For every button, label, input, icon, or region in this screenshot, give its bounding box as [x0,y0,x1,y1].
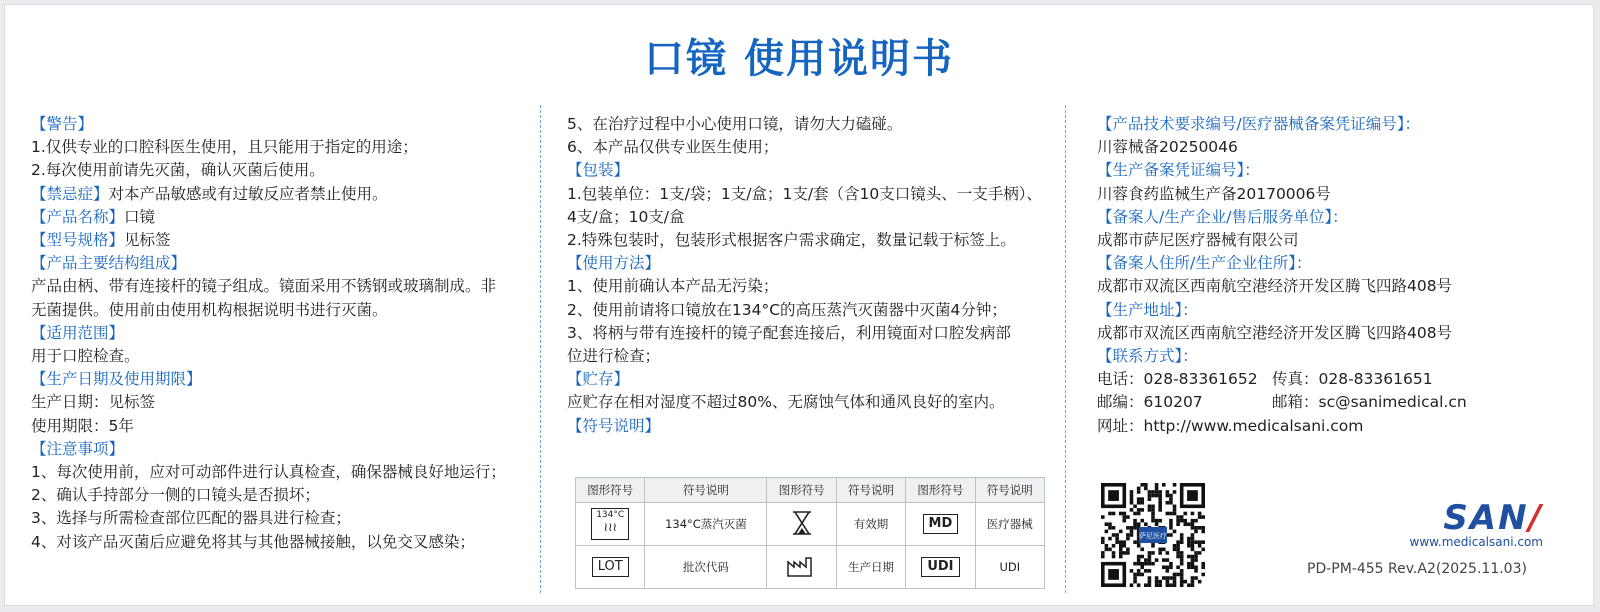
section-heading: 【贮存】 [567,370,630,389]
logo-text: SAN/ [1443,498,1543,538]
section-heading: 【型号规格】 [31,231,125,250]
page-title: 口镜 使用说明书 [644,36,954,82]
section-heading: 【生产备案凭证编号】： [1097,161,1260,180]
text-line: 6、本产品仅供专业医生使用； [567,138,779,157]
text-line: 川蓉食药监械生产备20170006号 [1097,184,1331,203]
text-line: 使用期限：5年 [31,416,134,435]
logo-url: www.medicalsani.com [1409,535,1543,549]
text-line: 成都市萨尼医疗器械有限公司 [1097,231,1299,250]
section-heading: 【适用范围】 [31,323,125,342]
symbol-cell [767,503,836,546]
hourglass-expiry-icon [790,525,814,539]
text-line: 1.包装单位：1支/袋；1支/盒；1支/套（含10支口镜头、一支手柄）、 [567,184,1043,203]
instruction-sheet [4,4,1594,606]
steam-sterilization-134c-icon: 134°C ≀≀≀ [591,508,629,540]
symbol-label: 134°C [596,510,625,520]
lot-box-icon: LOT [592,557,629,577]
text-line: 4支/盒；10支/盒 [567,207,685,226]
text-line: 用于口腔检查。 [31,347,140,366]
section-heading: 【禁忌症】 [31,184,109,203]
symbol-description: 134°C蒸汽灭菌 [645,503,767,546]
text-line [31,206,541,229]
section-heading: 【产品技术要求编号/医疗器械备案凭证编号】： [1097,115,1420,133]
section-heading: 【产品名称】 [31,207,125,226]
qr-caption: 萨尼医疗 [1139,532,1167,540]
manufacturer-info [1097,113,1577,368]
column-divider [1065,105,1066,593]
md-box-icon: MD [923,514,959,534]
text-line: 无菌提供。使用前由使用机构根据说明书进行灭菌。 [31,300,388,319]
section-value: 对本产品敏感或有过敏反应者禁止使用。 [108,184,388,203]
section-heading: 【备案人住所/生产企业住所】： [1097,254,1312,273]
text-line: 川蓉械备20250046 [1097,138,1238,157]
section-heading: 【使用方法】 [567,254,661,273]
symbol-table-heading: 图形符号 [906,478,975,503]
column-divider [540,105,541,593]
symbol-table-heading: 符号说明 [836,478,905,503]
text-line: 产品由柄、带有连接杆的镜子组成。镜面采用不锈钢或玻璃制成。非 [31,277,497,296]
symbol-description: 有效期 [836,503,905,546]
text-line [31,229,541,252]
section-heading: 【产品主要结构组成】 [31,254,187,273]
phone-text: 电话：028-83361652 [1097,370,1258,389]
section-heading: 【生产日期及使用期限】 [31,370,202,389]
qr-code-icon [1101,483,1205,587]
symbol-cell [906,503,975,546]
column-middle [567,113,1067,438]
symbol-cell [767,546,836,589]
text-line: 成都市双流区西南航空港经济开发区腾飞四路408号 [1097,277,1453,296]
section-heading: 【注意事项】 [31,439,125,458]
section-heading: 【警告】 [31,115,94,133]
brand-logo [1393,498,1543,549]
section-heading: 【符号说明】 [567,416,661,435]
column-left [31,113,541,554]
column-right [1097,113,1577,438]
contact-row [1097,391,1577,414]
text-line: 2、确认手持部分一侧的口镜头是否损坏； [31,486,320,505]
symbol-description: 批次代码 [645,546,767,589]
text-line: 2.每次使用前请先灭菌，确认灭菌后使用。 [31,161,325,180]
text-line: 生产日期：见标签 [31,393,156,412]
symbol-table [575,477,1045,589]
symbol-table-body [576,503,1045,589]
symbol-description: 医疗器械 [975,503,1044,546]
section-heading: 【备案人/生产企业/售后服务单位】： [1097,207,1348,226]
symbol-table-heading: 图形符号 [576,478,645,503]
symbol-table-heading: 符号说明 [975,478,1044,503]
symbol-table-header [576,478,1045,503]
postcode-text: 邮编：610207 [1097,393,1203,412]
section-heading: 【生产地址】： [1097,300,1198,319]
text-line: 1、使用前确认本产品无污染； [567,277,779,296]
text-line: 2、使用前请将口镜放在134°C的高压蒸汽灭菌器中灭菌4分钟； [567,300,1007,319]
text-line: 应贮存在相对湿度不超过80%、无腐蚀气体和通风良好的室内。 [567,393,1005,412]
text-line: 3、选择与所需检查部位匹配的器具进行检查； [31,509,351,528]
section-heading: 【包装】 [567,161,630,180]
factory-date-icon [786,567,818,581]
symbol-table-heading: 图形符号 [767,478,836,503]
symbol-table-row [576,546,1045,589]
symbol-description: UDI [975,546,1044,589]
email-text: 邮箱：sc@sanimedical.cn [1272,393,1467,412]
text-line: 5、在治疗过程中小心使用口镜，请勿大力磕碰。 [567,115,903,133]
text-line: 4、对该产品灭菌后应避免将其与其他器械接触，以免交叉感染； [31,532,475,551]
symbol-table-row [576,503,1045,546]
symbol-cell [906,546,975,589]
document-number: PD-PM-455 Rev.A2(2025.11.03) [1307,561,1527,577]
text-line: 2.特殊包装时，包装形式根据客户需求确定，数量记载于标签上。 [567,231,1016,250]
symbol-description: 生产日期 [836,546,905,589]
udi-box-icon: UDI [921,557,959,577]
section-value: 见标签 [124,231,171,250]
section-heading: 【联系方式】： [1097,347,1198,366]
text-line [31,183,541,206]
section-value: 口镜 [124,207,156,226]
fax-text: 传真：028-83361651 [1272,370,1433,389]
text-line: 位进行检查； [567,347,661,366]
text-line: 成都市双流区西南航空港经济开发区腾飞四路408号 [1097,323,1453,342]
text-line: 1、每次使用前，应对可动部件进行认真检查，确保器械良好地运行； [31,463,506,482]
symbol-cell [576,503,645,546]
text-line: 3、将柄与带有连接杆的镜子配套连接后，利用镜面对口腔发病部 [567,323,1011,342]
text-line: 1.仅供专业的口腔科医生使用，且只能用于指定的用途； [31,138,418,157]
symbol-cell [576,546,645,589]
website-text: 网址：http://www.medicalsani.com [1097,416,1364,435]
symbol-table-heading: 符号说明 [645,478,767,503]
contact-row [1097,368,1577,391]
